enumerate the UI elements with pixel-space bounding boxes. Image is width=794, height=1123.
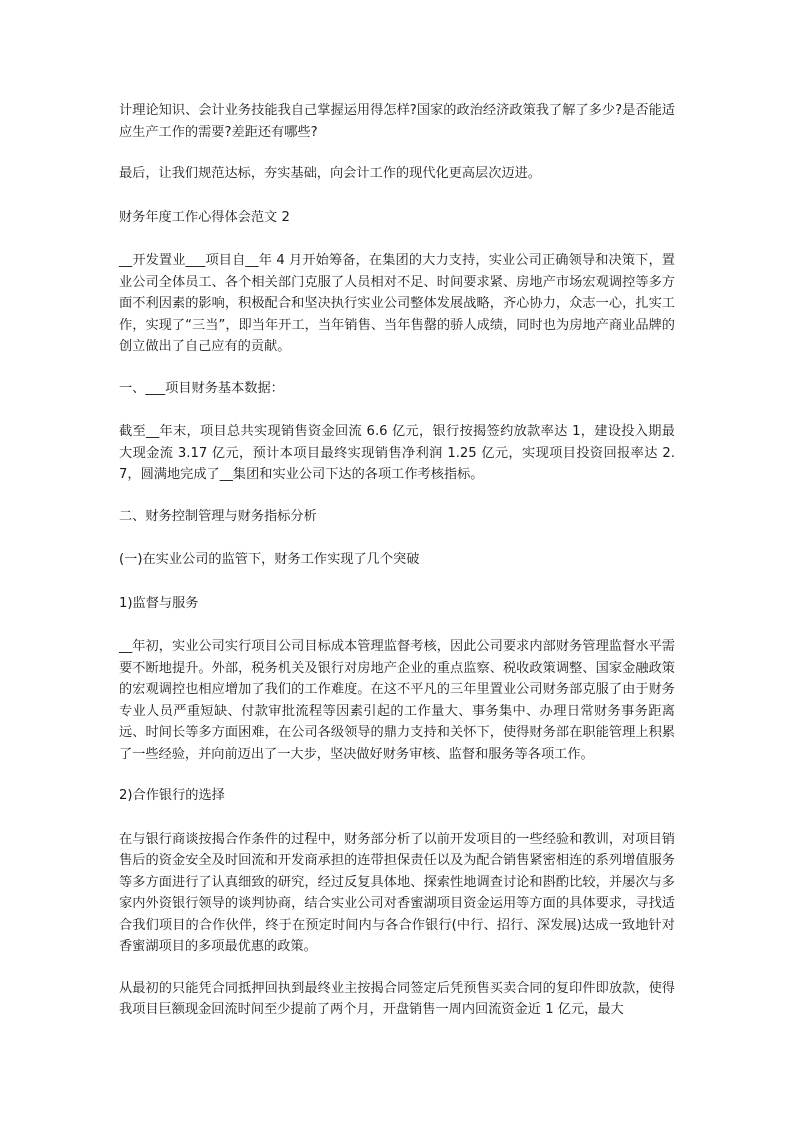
paragraph-conclusion: 最后，让我们规范达标，夯实基础，向会计工作的现代化更高层次迈进。 bbox=[119, 166, 541, 181]
paragraph-supervision: __年初，实业公司实行项目公司目标成本管理监督考核，因此公司要求内部财务管理监督水平需要不断地提升。外部，税务机关及银行对房地产企业的重点监察、税收政策调整、国家金融政策的宏观调控也相应增加了我们的工作难度。在这不平凡的三年里置业公司财务部克服了由于财务专业人员严重短缺、付款审批流程等因素引起的工作量大、事务集中、办理日常财务事务距离远、时间长等多方面困难，在公司各级领导的鼎力支持和关怀下，使得财务部在职能管理上积累了一些经验，并向前迈出了一大步，坚决做好财务审核、监督和服务等各项工作。 bbox=[119, 639, 675, 762]
paragraph-cash-return: 从最初的只能凭合同抵押回执到最终业主按揭合同签定后凭预售买卖合同的复印件即放款，使得我项目巨额现金回流时间至少提前了两个月，开盘销售一周内回流资金近 1 亿元，最大 bbox=[119, 980, 675, 1017]
paragraph-project-overview: __开发置业___项目自__年 4 月开始筹备，在集团的大力支持，实业公司正确领导和决策下，置业公司全体员工、各个相关部门克服了人员相对不足、时间要求紧、房地产市场宏观调控等多方面不利因素的影响，积极配合和坚决执行实业公司整体发展战略，齐心协力，众志一心，扎实工作，实现了“三当”，即当年开工，当年销售、当年售罄的骄人成绩，同时也为房地产商业品牌的创立做出了自己应有的贡献。 bbox=[119, 253, 675, 354]
subheading-breakthroughs: (一)在实业公司的监管下，财务工作实现了几个突破 bbox=[119, 552, 420, 567]
paragraph-bank-selection: 在与银行商谈按揭合作条件的过程中，财务部分析了以前开发项目的一些经验和教训，对项目销售后的资金安全及时回流和开发商承担的连带担保责任以及为配合销售紧密相连的系列增值服务等多方面进行了认真细致的研究，经过反复具体地、探索性地调查讨论和斟酌比较，并屡次与多家内外资银行领导的谈判协商，结合实业公司对香蜜湖项目资金运用等方面的具体要求，寻找适合我们项目的合作伙伴，终于在预定时间内与各合作银行(中行、招行、深发展)达成一致地针对香蜜湖项目的多项最优惠的政策。 bbox=[119, 831, 675, 954]
heading-financial-data: 一、___项目财务基本数据： bbox=[119, 380, 284, 396]
paragraph-intro-questions: 计理论知识、会计业务技能我自己掌握运用得怎样?国家的政治经济政策我了解了多少?是否能适应生产工作的需要?差距还有哪些? bbox=[119, 103, 675, 140]
section-title: 财务年度工作心得体会范文 2 bbox=[119, 209, 290, 225]
heading-financial-control: 二、财务控制管理与财务指标分析 bbox=[119, 508, 317, 524]
subheading-bank-selection: 2)合作银行的选择 bbox=[119, 788, 225, 803]
subheading-supervision: 1)监督与服务 bbox=[119, 595, 199, 611]
paragraph-financial-data: 截至__年末，项目总共实现销售资金回流 6.6 亿元，银行按揭签约放款率达 1，建设投入期最大现金流 3.17 亿元，预计本项目最终实现销售净利润 1.25 亿元，实现项目投资回报率达 2.7，圆满地完成了__集团和实业公司下达的各项工作考核指标。 bbox=[119, 424, 675, 482]
document-body bbox=[119, 100, 675, 1041]
